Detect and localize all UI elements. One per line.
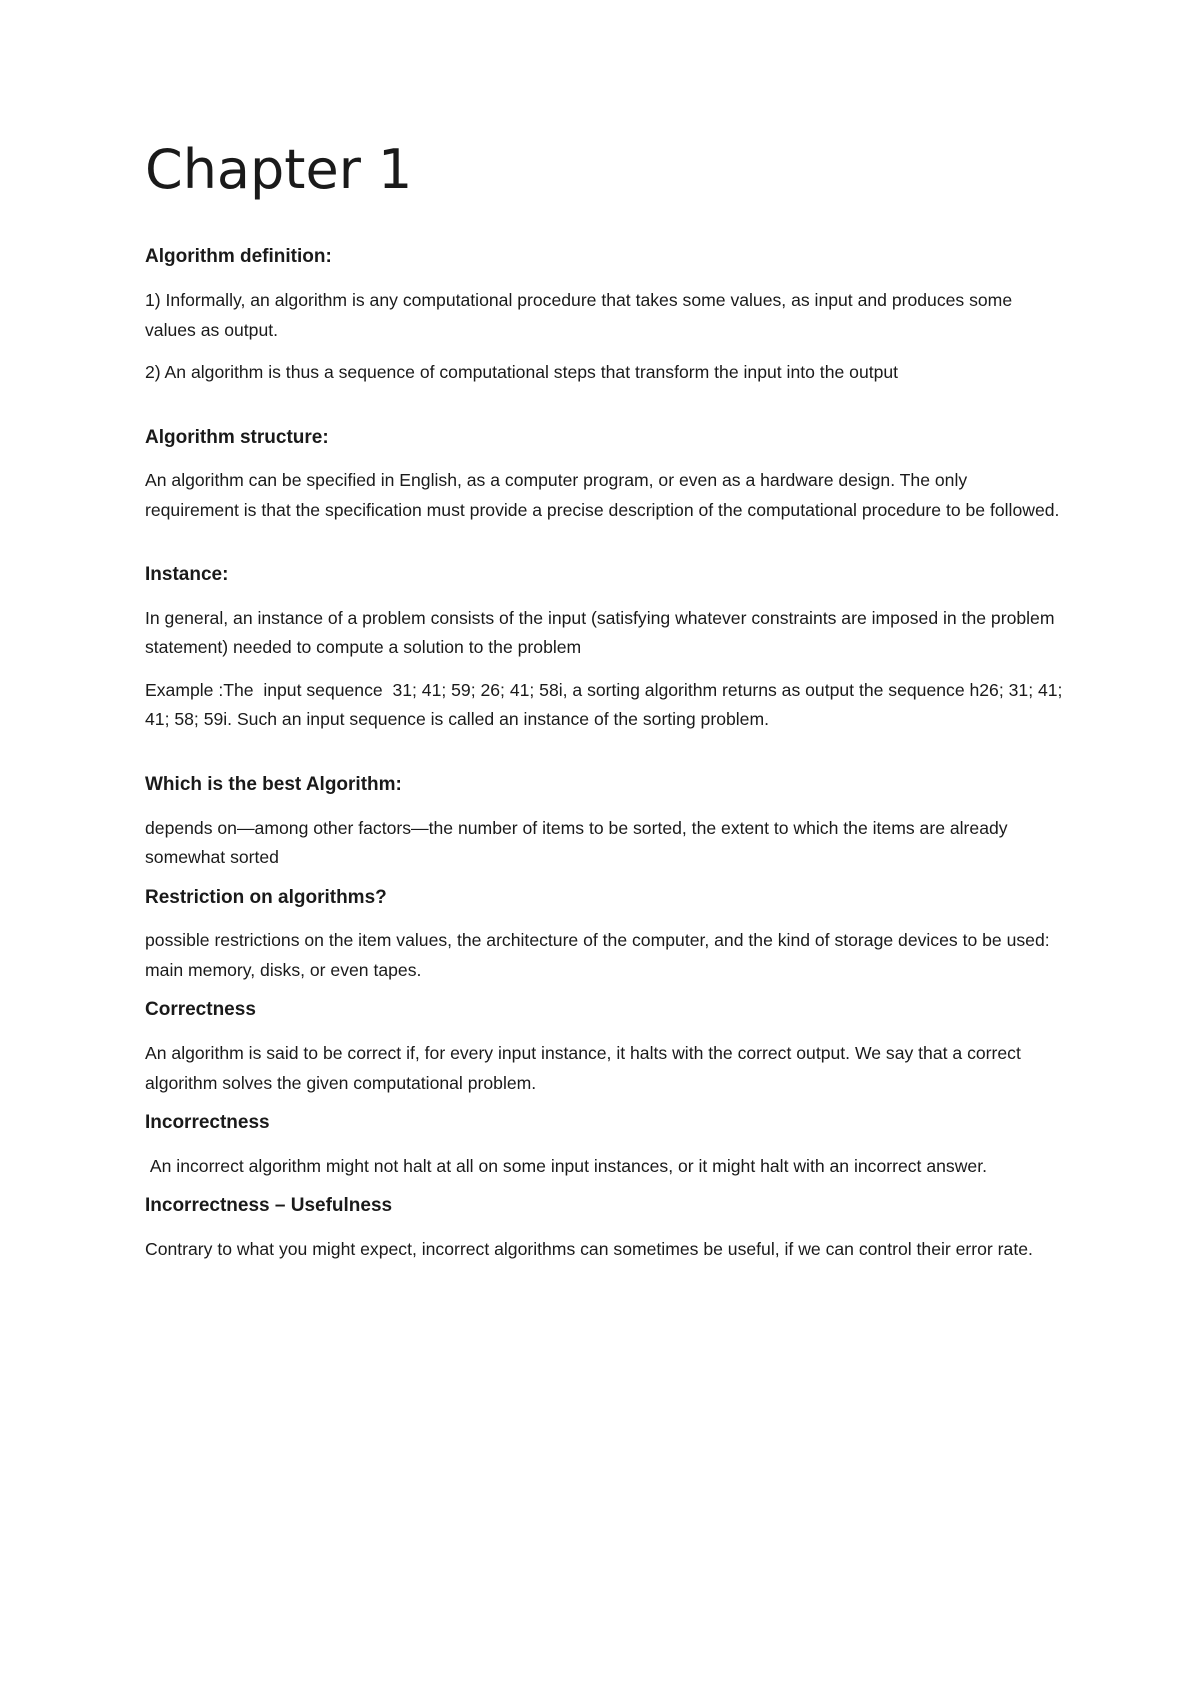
structure-paragraph: An algorithm can be specified in English, as a computer program, or even as a hardware design. The only requirement is that the specification must provide a precise description of the computational procedure to be followed.: [145, 470, 1060, 520]
instance-paragraph-1: In general, an instance of a problem consists of the input (satisfying whatever constraints are imposed in the problem statement) needed to compute a solution to the problem: [145, 607, 1055, 658]
restriction-heading: Restriction on algorithms?: [145, 886, 387, 908]
chapter-title: Chapter 1: [145, 138, 413, 201]
correctness-paragraph: An algorithm is said to be correct if, for every input instance, it halts with the correct output. We say that a correct algorithm solves the given computational problem.: [145, 1043, 1021, 1093]
usefulness-heading: Incorrectness – Usefulness: [145, 1195, 393, 1217]
incorrectness-heading: Incorrectness: [145, 1112, 270, 1134]
restriction-paragraph: possible restrictions on the item values, the architecture of the computer, and the kind of storage devices to be used: main memory, disks, or even tapes.: [145, 930, 1050, 980]
instance-heading: Instance:: [145, 564, 229, 586]
best-algorithm-heading: Which is the best Algorithm:: [145, 773, 402, 795]
structure-heading: Algorithm structure:: [145, 426, 329, 448]
definition-heading: Algorithm definition:: [145, 246, 332, 268]
incorrectness-paragraph: An incorrect algorithm might not halt at all on some input instances, or it might halt with an incorrect answer.: [145, 1155, 987, 1176]
best-algorithm-paragraph: depends on—among other factors—the number of items to be sorted, the extent to which the items are already somewhat sorted: [145, 817, 1008, 868]
document-body: [145, 138, 1068, 1277]
instance-example-paragraph: Example :The input sequence 31; 41; 59; 26; 41; 58i, a sorting algorithm returns as output the sequence h26; 31; 41; 41; 58; 59i. Such an input sequence is called an instance of the sorting problem.: [145, 679, 1068, 730]
usefulness-paragraph: Contrary to what you might expect, incorrect algorithms can sometimes be useful, if we can control their error rate.: [145, 1238, 1033, 1259]
definition-paragraph-1: 1) Informally, an algorithm is any computational procedure that takes some values, as input and produces some values as output.: [145, 290, 1013, 340]
correctness-heading: Correctness: [145, 999, 256, 1021]
definition-paragraph-2: 2) An algorithm is thus a sequence of computational steps that transform the input into the output: [145, 362, 899, 383]
